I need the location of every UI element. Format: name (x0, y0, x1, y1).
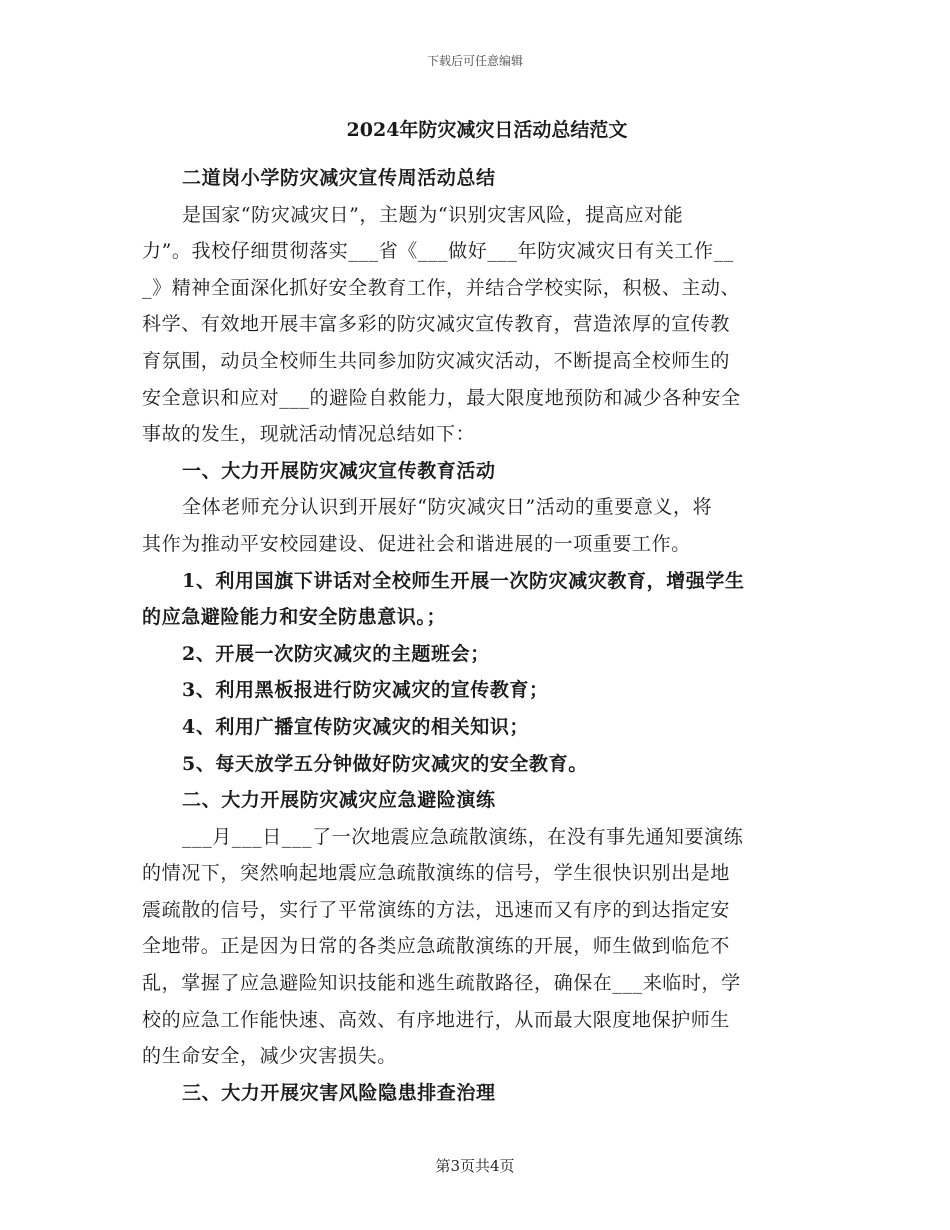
paragraph-line: 育氛围，动员全校师生共同参加防灾减灾活动，不断提高全校师生的 (142, 349, 731, 372)
paragraph-line: 校的应急工作能快速、高效、有序地进行，从而最大限度地保护师生 (142, 1008, 731, 1031)
heading-line: 1、利用国旗下讲话对全校师生开展一次防灾减灾教育，增强学生 (182, 569, 745, 592)
paragraph-line: 其作为推动平安校园建设、促进社会和谐进展的一项重要工作。 (142, 532, 691, 555)
paragraph-line: 科学、有效地开展丰富多彩的防灾减灾宣传教育，营造浓厚的宣传教 (142, 313, 731, 336)
heading-line: 的应急避险能力和安全防患意识。； (142, 606, 447, 629)
document-title: 2024年防灾减灾日活动总结范文 (346, 119, 628, 141)
heading-line: 4、利用广播宣传防灾减灾的相关知识； (182, 715, 530, 738)
heading-line: 3、利用黑板报进行防灾减灾的宣传教育； (182, 679, 549, 702)
paragraph-line: 全体老师充分认识到开展好“防灾减灾日”活动的重要意义，将 (182, 496, 713, 519)
heading-line: 一、大力开展防灾减灾宣传教育活动 (182, 459, 496, 482)
heading-line: 2、开展一次防灾减灾的主题班会； (182, 642, 490, 665)
heading-line: 二、大力开展防灾减灾应急避险演练 (182, 789, 496, 812)
paragraph-line: 力”。我校仔细贯彻落实___省《___做好___年防灾减灾日有关工作__ (142, 240, 734, 263)
paragraph-line: _》精神全面深化抓好安全教育工作，并结合学校实际，积极、主动、 (142, 276, 741, 299)
paragraph-line: 安全意识和应对___的避险自救能力，最大限度地预防和减少各种安全 (142, 386, 741, 409)
paragraph-line: 是国家“防灾减灾日”，主题为“识别灾害风险，提高应对能 (182, 203, 684, 226)
paragraph-line: 乱，掌握了应急避险知识技能和逃生疏散路径，确保在___来临时，学 (142, 972, 741, 995)
paragraph-line: 震疏散的信号，实行了平常演练的方法，迅速而又有序的到达指定安 (142, 898, 731, 921)
paragraph-line: 事故的发生，现就活动情况总结如下： (142, 423, 476, 446)
document-text-lines (142, 160, 812, 1111)
paragraph-line: 的情况下，突然响起地震应急疏散演练的信号，学生很快识别出是地 (142, 862, 731, 885)
page-number: 第3页共4页 (435, 1157, 515, 1175)
paragraph-line: 的生命安全，减少灾害损失。 (142, 1045, 397, 1068)
page-header-note: 下载后可任意编辑 (426, 54, 523, 68)
heading-line: 三、大力开展灾害风险隐患排查治理 (182, 1081, 496, 1104)
paragraph-line: 全地带。正是因为日常的各类应急疏散演练的开展，师生做到临危不 (142, 935, 731, 958)
document-body (142, 112, 812, 1111)
heading-line: 5、每天放学五分钟做好防灾减灾的安全教育。 (182, 752, 588, 775)
heading-line: 二道岗小学防灾减灾宣传周活动总结 (182, 167, 496, 189)
paragraph-line: ___月___日___了一次地震应急疏散演练，在没有事先通知要演练 (182, 825, 744, 848)
